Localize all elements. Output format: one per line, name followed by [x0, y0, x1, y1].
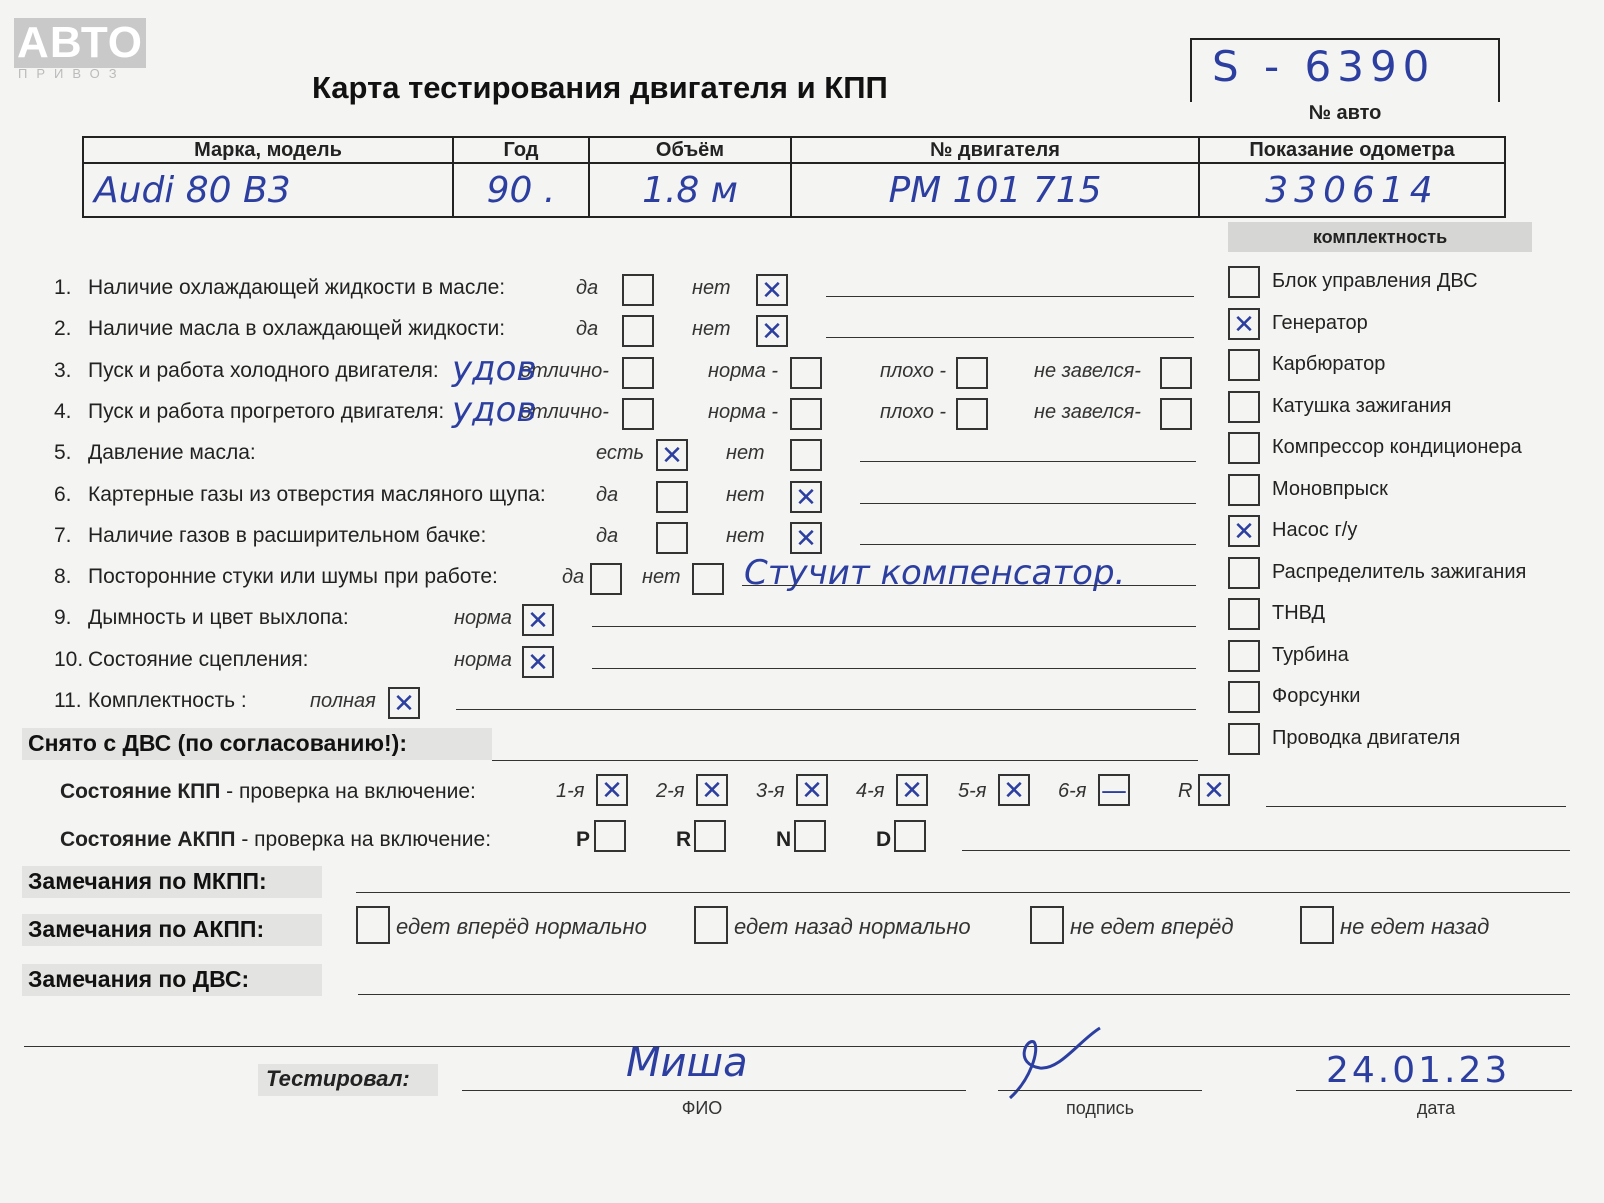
question-option-checkbox[interactable]: ✕ [756, 274, 788, 306]
completeness-item-label: Катушка зажигания [1272, 394, 1452, 417]
question-option-checkbox[interactable] [622, 315, 654, 347]
question-option-label: не завелся- [1034, 359, 1141, 382]
date-caption: дата [1416, 1098, 1456, 1118]
question-option-label: нет [726, 483, 765, 506]
akpp-remark-label: не едет вперёд [1070, 914, 1234, 939]
completeness-checkbox[interactable] [1228, 266, 1260, 298]
kpp-gear-checkbox[interactable]: — [1098, 774, 1130, 806]
value-engine-no: PM 101 715 [791, 163, 1199, 217]
remark-dvs-label: Замечания по ДВС: [28, 966, 250, 992]
question-label: Наличие охлаждающей жидкости в масле: [88, 276, 506, 299]
question-option-label: да [562, 566, 585, 589]
completeness-item-label: Генератор [1272, 311, 1368, 334]
question-option-label: норма [454, 648, 512, 671]
kpp-gear-label: 6-я [1058, 780, 1087, 802]
question-answer-line [826, 337, 1194, 338]
kpp-gear-label: 2-я [656, 780, 685, 802]
question-number: 2. [54, 317, 72, 341]
remark-akpp-label: Замечания по АКПП: [28, 916, 265, 942]
question-option-checkbox[interactable]: ✕ [756, 315, 788, 347]
question-option-checkbox[interactable] [1160, 398, 1192, 430]
kpp-line [1266, 806, 1566, 807]
completeness-checkbox[interactable] [1228, 681, 1260, 713]
question-label: Комплектность : [88, 689, 247, 712]
question-label: Состояние сцепления: [88, 647, 309, 671]
akpp-gear-label: D [876, 828, 892, 851]
question-label: Давление масла: [88, 441, 256, 465]
completeness-item-label: Проводка двигателя [1272, 726, 1461, 749]
completeness-checkbox[interactable] [1228, 349, 1260, 381]
avto-privoz-logo: АВТО [14, 18, 146, 68]
akpp-gear-checkbox[interactable] [794, 820, 826, 852]
signature-mark [1000, 1020, 1120, 1110]
kpp-label-rest: - проверка на включение: [220, 780, 476, 803]
value-model: Audi 80 B3 [83, 163, 453, 217]
akpp-remark-label: едет назад нормально [734, 914, 971, 939]
col-model: Марка, модель [83, 137, 453, 163]
kpp-gear-label: 5-я [958, 780, 987, 802]
akpp-gear-checkbox[interactable] [694, 820, 726, 852]
fio-caption: ФИО [681, 1098, 723, 1118]
akpp-remark-label: едет вперёд нормально [396, 914, 647, 939]
question-option-label: нет [726, 442, 765, 465]
kpp-gear-label: 4-я [856, 780, 885, 802]
question-label: Пуск и работа прогретого двигателя: [88, 399, 445, 423]
akpp-remark-checkbox[interactable] [1030, 906, 1064, 944]
completeness-checkbox[interactable]: ✕ [1228, 515, 1260, 547]
question-option-checkbox[interactable] [692, 563, 724, 595]
question-option-label: плохо - [880, 400, 947, 423]
kpp-gear-label: 3-я [756, 780, 785, 802]
completeness-checkbox[interactable] [1228, 474, 1260, 506]
question-option-checkbox[interactable] [790, 357, 822, 389]
value-volume: 1.8 м [589, 163, 791, 217]
question-option-checkbox[interactable] [1160, 357, 1192, 389]
question-option-label: да [596, 524, 619, 547]
question-option-checkbox[interactable]: ✕ [790, 522, 822, 554]
question-option-label: норма [454, 607, 512, 630]
akpp-gear-checkbox[interactable] [594, 820, 626, 852]
question-option-checkbox[interactable] [622, 357, 654, 389]
question-option-checkbox[interactable] [790, 439, 822, 471]
question-answer-line [592, 626, 1196, 627]
kpp-label [60, 780, 476, 804]
question-answer-line [742, 585, 1196, 586]
question-answer-line [860, 461, 1196, 462]
signature-line [998, 1090, 1202, 1091]
question-number: 7. [54, 523, 72, 547]
akpp-line [962, 850, 1570, 851]
question-number: 1. [54, 276, 72, 299]
completeness-item-label: Компрессор кондиционера [1272, 436, 1522, 458]
akpp-gear-label: P [576, 828, 591, 851]
removed-line [492, 760, 1198, 761]
completeness-checkbox[interactable] [1228, 557, 1260, 589]
col-engine-no: № двигателя [791, 137, 1199, 163]
question-handwritten-note: Стучит компенсатор. [744, 553, 1126, 594]
question-label: Пуск и работа холодного двигателя: [88, 358, 439, 382]
question-option-label: нет [692, 318, 731, 341]
completeness-item-label: Распределитель зажигания [1272, 560, 1527, 583]
question-option-label: нет [692, 277, 731, 299]
question-answer-line [860, 544, 1196, 545]
col-volume: Объём [589, 137, 791, 163]
value-odometer: 330614 [1199, 163, 1505, 217]
akpp-label-rest: - проверка на включение: [235, 828, 492, 851]
signature-caption: подпись [1065, 1098, 1135, 1118]
question-number: 6. [54, 482, 72, 506]
question-number: 4. [54, 399, 72, 423]
completeness-item-label: Карбюратор [1272, 353, 1386, 375]
remark-mkpp-label: Замечания по МКПП: [28, 868, 267, 894]
akpp-remark-checkbox[interactable] [1300, 906, 1334, 944]
auto-number-box [1190, 38, 1500, 102]
kpp-gear-label: 1-я [556, 780, 585, 802]
question-answer-line [456, 709, 1196, 710]
kpp-gear-checkbox[interactable]: ✕ [796, 774, 828, 806]
akpp-gear-label: N [776, 828, 792, 851]
question-option-checkbox[interactable]: ✕ [388, 687, 420, 719]
completeness-item-label: Форсунки [1272, 685, 1361, 707]
question-handwritten-note: удов [452, 348, 537, 389]
col-year: Год [453, 137, 589, 163]
question-option-checkbox[interactable]: ✕ [656, 439, 688, 471]
kpp-label-bold: Состояние КПП [60, 780, 221, 803]
test-date: 24.01.23 [1326, 1050, 1511, 1091]
question-option-checkbox[interactable] [622, 274, 654, 306]
question-option-label: нет [642, 566, 681, 589]
completeness-checkbox[interactable] [1228, 723, 1260, 755]
logo-subtitle: ПРИВОЗ [18, 66, 126, 81]
fio-line [462, 1090, 966, 1091]
question-label: Наличие масла в охлаждающей жидкости: [88, 317, 506, 341]
auto-number-value: S - 6390 [1212, 42, 1436, 91]
completeness-item-label: ТНВД [1272, 602, 1326, 624]
removed-label: Снято с ДВС (по согласованию!): [28, 730, 407, 756]
question-option-label: да [576, 318, 599, 341]
question-option-checkbox[interactable]: ✕ [522, 604, 554, 636]
kpp-gear-label: R [1178, 780, 1193, 802]
kpp-gear-checkbox[interactable]: ✕ [896, 774, 928, 806]
kpp-gear-checkbox[interactable]: ✕ [1198, 774, 1230, 806]
question-number: 11. [54, 689, 82, 712]
question-number: 10. [54, 647, 84, 671]
completeness-item-label: Турбина [1272, 643, 1349, 666]
akpp-gear-checkbox[interactable] [894, 820, 926, 852]
question-number: 8. [54, 565, 72, 589]
akpp-label [60, 828, 491, 852]
auto-number-label: № авто [1308, 102, 1382, 124]
completeness-item-label: Блок управления ДВС [1272, 270, 1478, 292]
question-option-checkbox[interactable] [590, 563, 622, 595]
question-option-checkbox[interactable] [656, 481, 688, 513]
completeness-checkbox[interactable]: ✕ [1228, 308, 1260, 340]
completeness-checkbox[interactable] [1228, 391, 1260, 423]
question-option-label: не завелся- [1034, 400, 1141, 423]
completeness-item-label: Насос г/у [1272, 519, 1358, 541]
question-number: 3. [54, 358, 72, 382]
remark-mkpp-line [356, 892, 1570, 893]
completeness-title: комплектность [1228, 222, 1532, 252]
question-number: 5. [54, 441, 72, 465]
question-answer-line [592, 668, 1196, 669]
question-label: Картерные газы из отверстия масляного щупа: [88, 482, 546, 506]
tested-by-name: Миша [626, 1040, 748, 1086]
question-option-checkbox[interactable]: ✕ [790, 481, 822, 513]
remark-dvs-line [358, 994, 1570, 995]
question-option-checkbox[interactable]: ✕ [522, 646, 554, 678]
question-option-checkbox[interactable] [790, 398, 822, 430]
remark-extra-line [24, 1046, 1570, 1047]
question-option-label: норма - [708, 359, 779, 382]
question-answer-line [860, 503, 1196, 504]
akpp-remark-checkbox[interactable] [694, 906, 728, 944]
completeness-checkbox[interactable] [1228, 432, 1260, 464]
question-option-checkbox[interactable] [956, 398, 988, 430]
completeness-checkbox[interactable] [1228, 598, 1260, 630]
completeness-item-label: Моновпрыск [1272, 477, 1388, 500]
question-option-label: полная [310, 690, 376, 712]
value-year: 90 . [453, 163, 589, 217]
question-option-label: норма - [708, 400, 779, 423]
question-option-label: плохо - [880, 359, 947, 382]
akpp-remark-label: не едет назад [1340, 914, 1490, 939]
kpp-gear-checkbox[interactable]: ✕ [596, 774, 628, 806]
question-option-label: есть [596, 442, 645, 465]
page-title: Карта тестирования двигателя и КПП [312, 70, 888, 105]
akpp-gear-label: R [676, 828, 692, 851]
tested-by-label: Тестировал: [266, 1066, 410, 1091]
akpp-remark-checkbox[interactable] [356, 906, 390, 944]
question-option-label: да [576, 277, 599, 299]
question-option-label: нет [726, 524, 765, 547]
kpp-gear-checkbox[interactable]: ✕ [998, 774, 1030, 806]
question-answer-line [826, 296, 1194, 297]
question-label: Дымность и цвет выхлопа: [88, 606, 349, 630]
kpp-gear-checkbox[interactable]: ✕ [696, 774, 728, 806]
vehicle-info-table [82, 136, 1506, 218]
question-label: Посторонние стуки или шумы при работе: [88, 565, 498, 589]
question-option-checkbox[interactable] [956, 357, 988, 389]
question-option-label: отлично- [520, 400, 609, 423]
question-label: Наличие газов в расширительном бачке: [88, 523, 487, 547]
question-option-label: да [596, 483, 619, 506]
col-odometer: Показание одометра [1199, 137, 1505, 163]
question-option-checkbox[interactable] [622, 398, 654, 430]
completeness-checkbox[interactable] [1228, 640, 1260, 672]
question-handwritten-note: удов [452, 389, 537, 430]
akpp-label-bold: Состояние АКПП [60, 828, 236, 851]
date-line [1296, 1090, 1572, 1091]
question-option-label: отлично- [520, 359, 609, 382]
question-number: 9. [54, 606, 72, 630]
question-option-checkbox[interactable] [656, 522, 688, 554]
